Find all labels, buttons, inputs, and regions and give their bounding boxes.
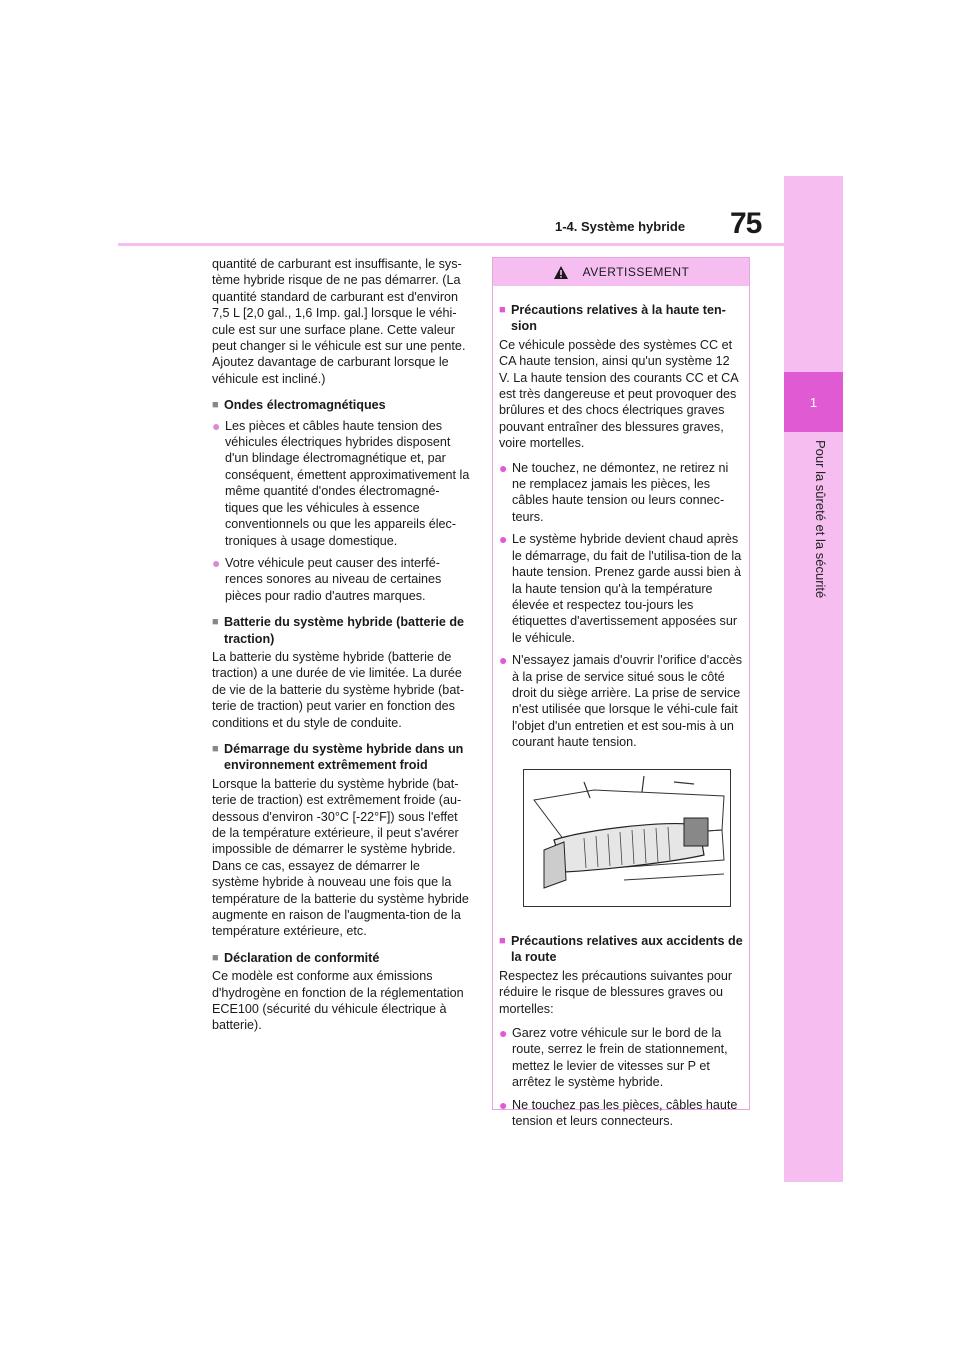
square-bullet-icon: ■ <box>212 616 219 629</box>
heading-em: ■ Ondes électromagnétiques <box>212 398 386 413</box>
circle-bullet-icon: ● <box>499 652 508 669</box>
chapter-number: 1 <box>784 372 843 432</box>
square-bullet-icon: ■ <box>212 951 219 964</box>
warning-title: AVERTISSEMENT <box>582 265 690 279</box>
intro-paragraph: quantité de carburant est insuffisante, le sys-tème hybride risque de ne pas démarrer. (La quantité standard de carburant est d'environ 7,5 L [2,0 gal., 1,6 Imp. gal.] lorsque le véhi-cule est sur une surface plane. Cette valeur peut changer si le véhicule est sur une pente. Ajoutez davantage de carburant lorsque le véhicule est incliné.) <box>212 257 466 386</box>
list-item: ● Les pièces et câbles haute tension des véhicules électriques hybrides disposent d'un blindage électromagnétique et, par conséquent, émettent approximativement la même quantité d'ondes électromagné-tiques que les véhicules à essence conventionnels ou que les appareils élec-troniques à usage domestique. <box>212 417 470 548</box>
chapter-label: Pour la sûreté et la sécurité <box>813 440 828 599</box>
heading-conformity: ■ Déclaration de conformité <box>212 950 380 965</box>
list-item: ● Votre véhicule peut causer des interfé-rences sonores au niveau de certaines pièces pour radio d'autres marques. <box>212 554 442 603</box>
circle-bullet-icon: ● <box>212 554 221 571</box>
accidents-paragraph: Respectez les précautions suivantes pour réduire le risque de blessures graves ou mortelles: <box>499 968 733 1016</box>
circle-bullet-icon: ● <box>499 1096 508 1113</box>
heading-battery: ■ Batterie du système hybride (batterie de traction) <box>212 615 465 646</box>
circle-bullet-icon: ● <box>499 1025 508 1041</box>
header-rule <box>118 243 784 246</box>
list-item: ● Ne touchez pas les pièces, câbles haute tension et leurs connecteurs. <box>499 1096 738 1129</box>
circle-bullet-icon: ● <box>499 531 508 548</box>
left-column <box>212 256 470 1042</box>
heading-accidents: ■ Précautions relatives aux accidents de la route <box>499 933 743 965</box>
page-number: 75 <box>730 207 762 240</box>
section-title: 1-4. Système hybride <box>555 219 686 234</box>
list-item: ● Garez votre véhicule sur le bord de la route, serrez le frein de stationnement, mettez le levier de vitesses sur P et arrêtez le système hybride. <box>499 1025 728 1090</box>
list-item: ● Ne touchez, ne démontez, ne retirez ni ne remplacez jamais les pièces, les câbles haute tension ou leurs connec-teurs. <box>499 459 729 524</box>
circle-bullet-icon: ● <box>212 417 221 434</box>
battery-paragraph: La batterie du système hybride (batterie de traction) a une durée de vie limitée. La durée de vie de la batterie du système hybride (bat-terie de traction) peut varier en fonction des conditions et du style de conduite. <box>212 649 465 730</box>
warning-triangle-icon <box>553 265 569 280</box>
square-bullet-icon: ■ <box>212 399 219 412</box>
warning-header <box>493 258 749 286</box>
square-bullet-icon: ■ <box>499 304 506 316</box>
square-bullet-icon: ■ <box>212 742 219 755</box>
circle-bullet-icon: ● <box>499 459 508 476</box>
warning-box <box>492 257 750 1129</box>
list-item: ● Le système hybride devient chaud après le démarrage, du fait de l'utilisa-tion de la haute tension. Prenez garde aussi bien à la haute tension qu'à la température élevée et respectez tou-jours les étiquettes d'avertissement apposées sur le véhicule. <box>499 531 742 645</box>
heading-high-voltage: ■ Précautions relatives à la haute ten-sion <box>499 303 726 334</box>
cold-paragraph: Lorsque la batterie du système hybride (bat-terie de traction) est extrêmement froide (au-dessous d'environ -30°C [-22°F]) sous l'effet de la température extérieure, il peut s'avérer impossible de démarrer le système hybride. Dans ce cas, essayez de démarrer le système hybride à nouveau une fois que la température de la batterie du système hybride augmente en raison de l'augmenta-tion de la température extérieure, etc. <box>212 776 469 939</box>
list-item: ● N'essayez jamais d'ouvrir l'orifice d'accès à la prise de service situé sous le côté droit du siège arrière. La prise de service n'est utilisée que lorsque le véhi-cule fait l'objet d'un entretien et est sou-mis à un courant haute tension. <box>499 652 743 750</box>
battery-illustration <box>523 769 731 907</box>
high-voltage-paragraph: Ce véhicule possède des systèmes CC et CA haute tension, ainsi qu'un système 12 V. La haute tension des courants CC et CA est très dangereuse et peut provoquer des brûlures et des chocs électriques graves pouvant entraîner des blessures graves, voire mortelles. <box>499 337 738 451</box>
heading-cold: ■ Démarrage du système hybride dans un environnement extrêmement froid <box>212 741 464 773</box>
conformity-paragraph: Ce modèle est conforme aux émissions d'hydrogène en fonction de la réglementation ECE100 (sécurité du véhicule électrique à batterie). <box>212 969 464 1033</box>
square-bullet-icon: ■ <box>499 934 506 947</box>
